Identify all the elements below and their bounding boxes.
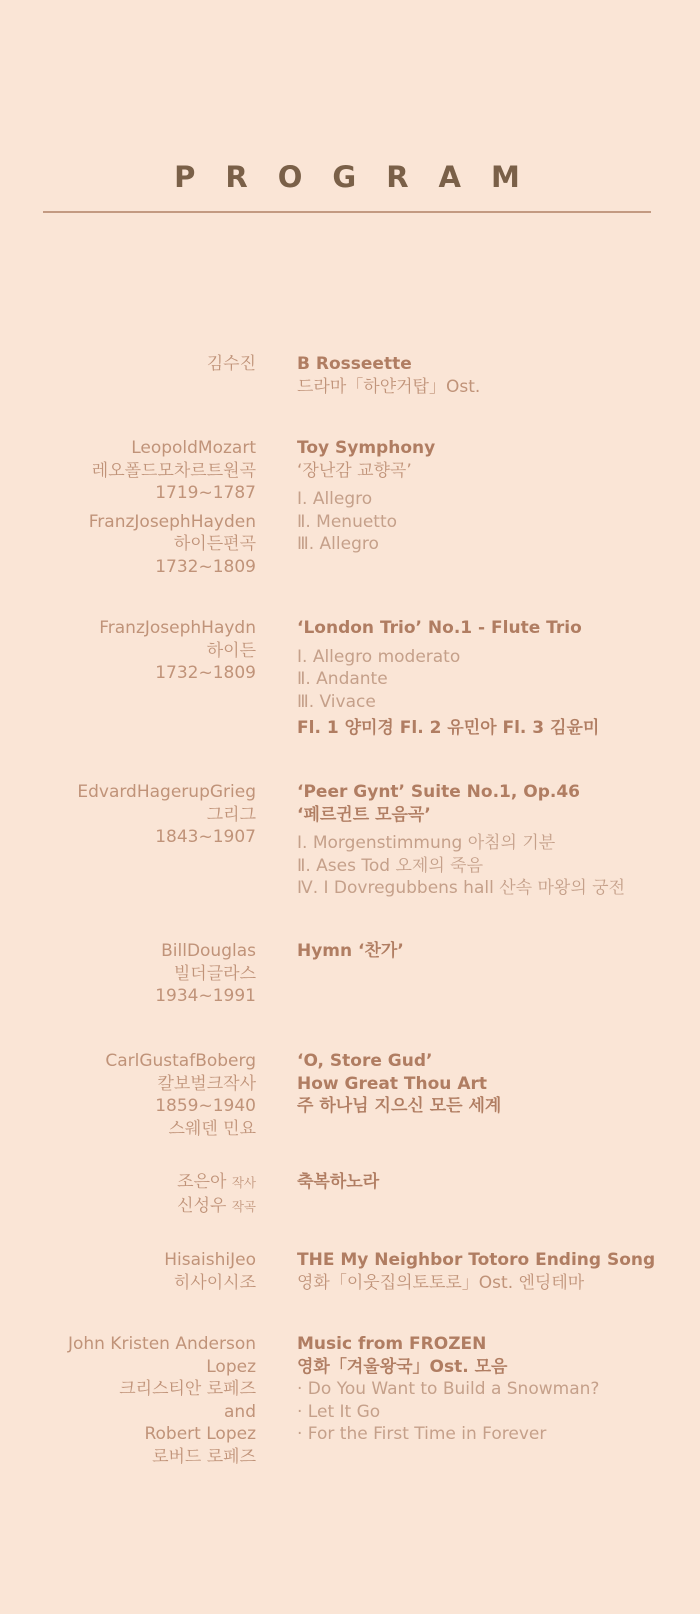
work-title: ‘Peer Gynt’ Suite No.1, Op.46 <box>297 782 580 802</box>
work-subtitle: ‘페르귄트 모음곡’ <box>297 804 431 825</box>
composer <box>0 781 256 849</box>
work-subtitle: ‘장난감 교향곡’ <box>297 460 412 481</box>
work <box>297 1249 697 1294</box>
work <box>297 437 697 556</box>
composer-and: and <box>224 1401 256 1422</box>
lyricist-role: 작사 <box>231 1175 256 1190</box>
composer-origin: 스웨덴 민요 <box>168 1118 256 1139</box>
composer-name: BillDouglas <box>161 941 256 961</box>
work <box>297 781 697 900</box>
composer <box>0 1249 256 1294</box>
work-title: ‘London Trio’ No.1 - Flute Trio <box>297 618 582 638</box>
work-subtitle: 영화「겨울왕국」Ost. 모음 <box>297 1356 508 1377</box>
composer-name: HisaishiJeo <box>164 1250 256 1270</box>
composer <box>0 437 256 578</box>
composer-name: FranzJosephHaydn <box>99 618 256 638</box>
lyricist <box>0 1171 256 1195</box>
composer-name: 김수진 <box>206 354 256 374</box>
work-subtitle: 주 하나님 지으신 모든 세계 <box>297 1096 502 1116</box>
composer-korean: 그리그 <box>206 804 256 825</box>
composer-korean: 칼보벌크작사 <box>157 1073 256 1094</box>
movement: Ⅰ. Allegro <box>297 489 373 509</box>
composer-name: Lopez <box>206 1356 256 1377</box>
composer-name: Robert Lopez <box>144 1424 256 1444</box>
movement: Ⅱ. Menuetto <box>297 511 398 532</box>
song-item: · For the First Time in Forever <box>297 1424 547 1444</box>
work-subtitle: 드라마「하얀거탑」Ost. <box>297 376 481 397</box>
composer <box>0 940 256 1008</box>
work-title: Toy Symphony <box>297 438 436 458</box>
composer-korean: 크리스티안 로페즈 <box>119 1379 256 1399</box>
title-divider <box>43 211 651 213</box>
composer-name: EdvardHagerupGrieg <box>77 782 256 802</box>
composer-korean: 히사이시조 <box>173 1272 256 1293</box>
work-title: THE My Neighbor Totoro Ending Song <box>297 1250 656 1270</box>
composer <box>0 353 256 376</box>
work <box>297 353 697 398</box>
song-item: · Do You Want to Build a Snowman? <box>297 1379 600 1399</box>
movement: Ⅱ. Andante <box>297 669 388 689</box>
composer <box>0 617 256 685</box>
work-subtitle: How Great Thou Art <box>297 1073 487 1094</box>
composer-korean: 하이든 <box>206 640 256 661</box>
lyricist-name: 조은아 <box>177 1172 227 1192</box>
composer-years: 1934~1991 <box>155 986 256 1006</box>
composer <box>0 1333 256 1468</box>
work <box>297 617 697 740</box>
composer-name: John Kristen Anderson <box>67 1334 256 1354</box>
composer-years: 1859~1940 <box>155 1096 256 1116</box>
work <box>297 1333 697 1446</box>
work-title: ‘O, Store Gud’ <box>297 1051 433 1071</box>
work-title: B Rosseette <box>297 354 412 374</box>
work-title: Music from FROZEN <box>297 1334 487 1354</box>
performers: Fl. 1 양미경 Fl. 2 유민아 Fl. 3 김윤미 <box>297 718 600 738</box>
song-item: · Let It Go <box>297 1401 381 1422</box>
composer-name: LeopoldMozart <box>131 438 256 458</box>
composer-name: CarlGustafBoberg <box>105 1051 256 1071</box>
composer <box>0 1195 256 1219</box>
work <box>297 940 697 963</box>
work <box>297 1171 697 1194</box>
work-title: Hymn ‘찬가’ <box>297 941 404 961</box>
movement: Ⅱ. Ases Tod 오제의 죽음 <box>297 855 483 876</box>
arranger-years: 1732~1809 <box>155 556 256 577</box>
movement: Ⅳ. I Dovregubbens hall 산속 마왕의 궁전 <box>297 878 625 898</box>
work <box>297 1050 697 1118</box>
work-subtitle: 영화「이웃집의토토로」Ost. 엔딩테마 <box>297 1272 585 1293</box>
composer-years: 1719~1787 <box>155 483 256 503</box>
arranger-name: FranzJosephHayden <box>88 511 256 532</box>
composer-years: 1732~1809 <box>155 663 256 683</box>
program-title: PROGRAM <box>174 160 550 194</box>
composer <box>0 1050 256 1140</box>
movement: Ⅰ. Allegro moderato <box>297 646 461 667</box>
composer-years: 1843~1907 <box>155 827 256 847</box>
movement: Ⅲ. Allegro <box>297 534 379 554</box>
composer-role: 작곡 <box>231 1198 256 1214</box>
composer-role: 레오폴드모차르트원곡 <box>91 460 256 481</box>
work-title: 축복하노라 <box>297 1172 380 1192</box>
composer-name: 신성우 <box>177 1195 227 1216</box>
movement: Ⅰ. Morgenstimmung 아침의 기분 <box>297 833 556 853</box>
composer-korean: 로버드 로페즈 <box>152 1446 256 1467</box>
movement: Ⅲ. Vivace <box>297 691 376 712</box>
arranger-role: 하이든편곡 <box>173 534 256 554</box>
composer-korean: 빌더글라스 <box>173 963 256 984</box>
composer <box>0 1171 256 1218</box>
